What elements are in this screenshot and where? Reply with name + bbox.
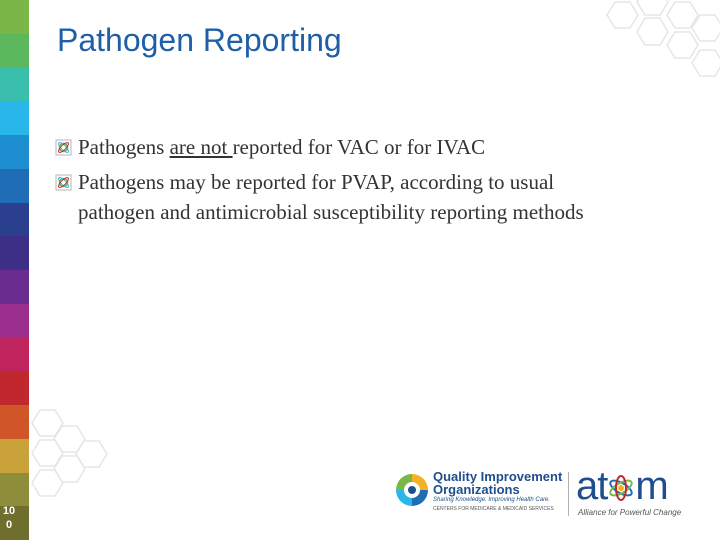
color-bar-segment — [0, 338, 29, 372]
color-bar-segment — [0, 371, 29, 405]
color-bar-segment — [0, 473, 29, 507]
qio-logo-icon — [392, 470, 432, 510]
color-bar-segment — [0, 304, 29, 338]
page-number-line1: 10 — [2, 505, 16, 517]
color-bar-segment — [0, 439, 29, 473]
slide-title: Pathogen Reporting — [57, 22, 342, 58]
color-bar-segment — [0, 68, 29, 102]
atom-wordmark-start: at — [576, 464, 608, 508]
color-bar-segment — [0, 135, 29, 169]
atom-symbol-icon — [607, 474, 635, 502]
atom-tagline: Alliance for Powerful Change — [578, 508, 682, 517]
bullet-icon — [55, 174, 72, 191]
logo-divider — [568, 472, 569, 516]
qio-logo-text — [433, 470, 562, 513]
qio-subline: CENTERS FOR MEDICARE & MEDICAID SERVICES — [433, 506, 554, 512]
bullet-text-before: Pathogens — [78, 135, 170, 159]
bullet-icon — [55, 139, 72, 156]
color-bar-segment — [0, 101, 29, 135]
atom-wordmark-end: m — [635, 464, 668, 508]
color-bar-segment — [0, 270, 29, 304]
qio-name-line2: Organizations — [433, 482, 520, 497]
qio-name-line1: Quality Improvement — [433, 469, 563, 484]
left-color-bar — [0, 0, 29, 540]
color-bar-segment — [0, 203, 29, 237]
bullet-text-after: reported for VAC or for IVAC — [232, 135, 486, 159]
color-bar-segment — [0, 34, 29, 68]
page-number — [0, 504, 18, 532]
bullet-text-underlined: are not — [169, 135, 233, 159]
bullet-text-line2: pathogen and antimicrobial susceptibility reporting methods — [78, 200, 584, 224]
qio-tagline: Sharing Knowledge. Improving Health Care. — [433, 497, 551, 503]
bullet-list — [55, 132, 675, 232]
bullet-item — [55, 132, 675, 162]
page-number-line2: 0 — [5, 519, 13, 531]
bullet-text-line1: Pathogens may be reported for PVAP, according to usual — [78, 170, 555, 194]
bullet-item — [55, 167, 675, 227]
footer-logos — [392, 462, 702, 522]
color-bar-segment — [0, 236, 29, 270]
color-bar-segment — [0, 169, 29, 203]
color-bar-segment — [0, 405, 29, 439]
color-bar-segment — [0, 0, 29, 34]
atom-wordmark — [576, 466, 668, 506]
